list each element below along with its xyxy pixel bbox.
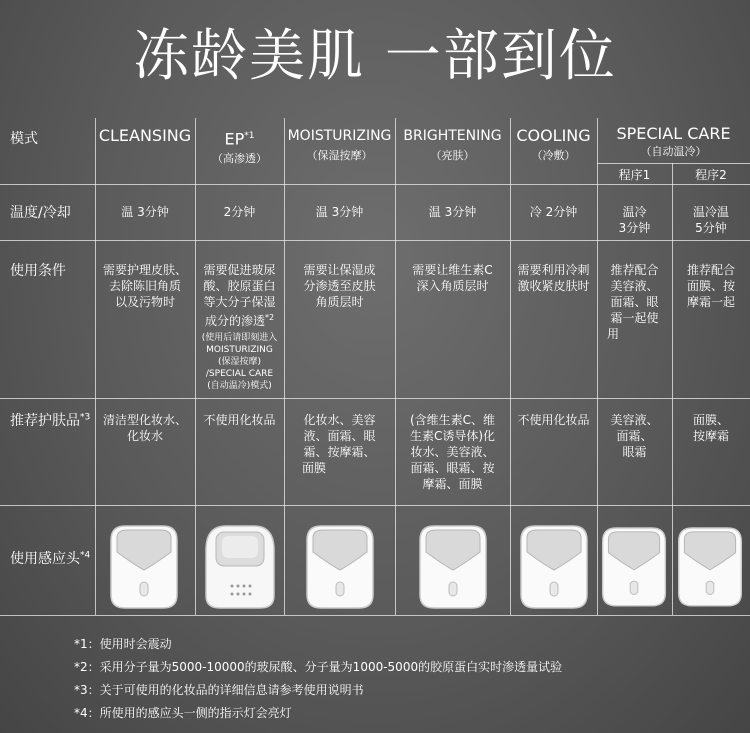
- temp-program-1-time: 3分钟: [618, 221, 651, 235]
- products-line: 生素C诱导体)化: [409, 429, 496, 443]
- condition-line: 需要护理皮肤、: [102, 263, 187, 277]
- products-line: 霜、按摩霜、: [303, 445, 376, 459]
- col-sub-moisturizing: （保湿按摩）: [306, 149, 373, 162]
- products-line: 不使用化妆品: [203, 413, 276, 427]
- condition-line: 用: [607, 327, 620, 341]
- temp-cleansing: 温 3分钟: [121, 205, 169, 219]
- col-name-ep: EP: [224, 129, 245, 149]
- col-header-ep: [195, 126, 284, 167]
- condition-line: 需要利用冷刺: [517, 263, 590, 277]
- condition-line: 面霜、眼: [610, 295, 659, 309]
- products-line: 化妆水、美容: [303, 413, 376, 427]
- temp-ep: 2分钟: [223, 205, 256, 219]
- footnote-1: *1：使用时会震动: [74, 637, 172, 651]
- products-label-text: 推荐护肤品: [10, 413, 80, 429]
- temp-program-2-time: 5分钟: [695, 221, 727, 235]
- condition-line: 激收紧皮肤时: [517, 279, 590, 293]
- condition-cleansing: [95, 262, 195, 310]
- col-name-cleansing: CLEANSING: [98, 126, 192, 145]
- condition-line: 需要让保湿成: [303, 263, 376, 277]
- condition-program-1: [597, 262, 672, 342]
- condition-line-last: [195, 310, 284, 329]
- col-header-moisturizing: [284, 126, 395, 164]
- row-divider: [0, 615, 750, 616]
- products-line: 面膜、: [692, 413, 729, 427]
- products-line: 化妆水: [126, 429, 163, 443]
- condition-line: 以及污物时: [114, 295, 175, 309]
- products-label-sup: *3: [80, 412, 91, 423]
- condition-note-line: /SPECIAL CARE: [205, 369, 274, 379]
- device-head-cooling-icon: [515, 520, 593, 610]
- row-label-head: [10, 548, 90, 568]
- device-head-program-2-icon: [673, 520, 747, 610]
- device-head-program-1-icon: [597, 520, 671, 610]
- page-title: 冻龄美肌 一部到位: [133, 24, 617, 89]
- temp-brightening: 温 3分钟: [428, 205, 477, 219]
- products-line: 美容液、: [610, 413, 659, 427]
- row-divider: [0, 398, 750, 399]
- condition-line: 去除陈旧角质: [108, 279, 181, 293]
- products-cleansing: [95, 412, 195, 444]
- condition-line: 面膜、按: [686, 279, 735, 293]
- products-line: 面霜、眼霜、按: [410, 461, 495, 475]
- condition-line: 酸、胶原蛋白: [203, 279, 276, 293]
- col-sub-brightening: （亮肤）: [430, 149, 475, 162]
- head-label-sup: *4: [80, 550, 91, 561]
- col-sub-ep: （高渗透）: [212, 152, 267, 166]
- col-sub-special-care: （自动温冷）: [640, 145, 707, 158]
- row-label-mode: 模式: [10, 131, 38, 147]
- head-label-text: 使用感应头: [10, 551, 80, 567]
- condition-note-line: (使用后请即刻进入: [201, 333, 278, 343]
- products-line: 清洁型化妆水、: [102, 413, 187, 427]
- products-program-2: [672, 412, 750, 444]
- device-head-cleansing-icon: [105, 520, 183, 610]
- condition-ep-sup: *2: [264, 313, 275, 322]
- products-line: 面膜: [302, 461, 327, 475]
- products-ep: [195, 412, 284, 428]
- condition-note-line: (保湿按摩): [217, 357, 262, 367]
- condition-line: 角质层时: [315, 295, 364, 309]
- col-divider: [510, 118, 511, 615]
- row-label-products: [10, 410, 90, 430]
- condition-line: 推荐配合: [610, 263, 659, 277]
- condition-ep: [195, 262, 284, 392]
- temp-moisturizing: 温 3分钟: [315, 205, 364, 219]
- condition-line: 需要让维生素C: [412, 263, 493, 277]
- condition-note-line: MOISTURIZING: [206, 345, 273, 355]
- condition-line: 美容液、: [610, 279, 659, 293]
- col-name-special-care: SPECIAL CARE: [616, 124, 731, 143]
- footnote-2: *2：采用分子量为5000-10000的玻尿酸、分子量为1000-5000的胶原蛋白实时渗透量试验: [74, 660, 563, 674]
- temp-program-1-mode: 温冷: [622, 205, 647, 219]
- condition-brightening: [395, 262, 510, 294]
- condition-line: 需要促进玻尿: [203, 263, 276, 277]
- device-head-moisturizing-icon: [301, 520, 379, 610]
- row-divider: [0, 505, 750, 506]
- condition-line: 霜一起使: [610, 311, 659, 325]
- col-sup-ep: *1: [244, 131, 255, 141]
- temp-program-1: [597, 204, 672, 236]
- col-name-cooling: COOLING: [516, 126, 591, 145]
- condition-line: 分渗透至皮肤: [303, 279, 376, 293]
- products-line: 眼霜: [622, 445, 647, 459]
- products-line: 摩霜、面膜: [422, 477, 483, 491]
- temp-cooling: 冷 2分钟: [529, 205, 578, 219]
- products-line: 妆水、美容液、: [410, 445, 495, 459]
- products-line: 液、面霜、眼: [303, 429, 376, 443]
- products-cooling: [510, 412, 597, 428]
- col-divider: [95, 118, 96, 615]
- products-line: (含维生素C、维: [409, 413, 496, 427]
- col-divider: [395, 118, 396, 615]
- footnote-3: *3：关于可使用的化妆品的详细信息请参考使用说明书: [74, 683, 364, 697]
- temp-program-2-mode: 温冷温: [692, 205, 729, 219]
- condition-line: 摩霜一起: [686, 295, 735, 309]
- products-line: 按摩霜: [692, 429, 729, 443]
- device-head-ep-icon: [202, 520, 278, 610]
- footnote-4: *4：所使用的感应头一侧的指示灯会亮灯: [74, 706, 292, 720]
- products-line: 面霜、: [616, 429, 653, 443]
- row-divider: [0, 240, 750, 241]
- device-head-brightening-icon: [414, 520, 492, 610]
- products-program-1: [597, 412, 672, 460]
- products-moisturizing: [284, 412, 395, 476]
- col-sub-cooling: （冷敷）: [531, 149, 576, 162]
- condition-cooling: [510, 262, 597, 294]
- col-header-cooling: [510, 126, 597, 164]
- col-header-program-1: 程序1: [618, 168, 651, 182]
- condition-line: 等大分子保湿: [203, 295, 276, 309]
- products-brightening: [395, 412, 510, 492]
- condition-ep-note: [195, 332, 284, 392]
- col-divider: [284, 118, 285, 615]
- col-header-program-2: 程序2: [695, 168, 727, 182]
- row-label-temp: 温度/冷却: [10, 205, 71, 221]
- condition-line: 深入角质层时: [416, 279, 489, 293]
- col-header-cleansing: [95, 126, 195, 146]
- col-name-moisturizing: MOISTURIZING: [287, 128, 392, 144]
- condition-moisturizing: [284, 262, 395, 310]
- products-line: 不使用化妆品: [517, 413, 590, 427]
- condition-line: 成分的渗透: [204, 314, 265, 328]
- col-header-brightening: [395, 126, 510, 164]
- row-label-condition: 使用条件: [10, 263, 66, 279]
- condition-program-2: [672, 262, 750, 310]
- row-divider: [0, 184, 750, 185]
- condition-note-line: (自动温冷)模式): [207, 381, 272, 391]
- col-header-special-care: [597, 124, 750, 160]
- special-care-divider: [597, 163, 750, 164]
- condition-line: 推荐配合: [686, 263, 735, 277]
- col-name-brightening: BRIGHTENING: [403, 128, 502, 144]
- temp-program-2: [672, 204, 750, 236]
